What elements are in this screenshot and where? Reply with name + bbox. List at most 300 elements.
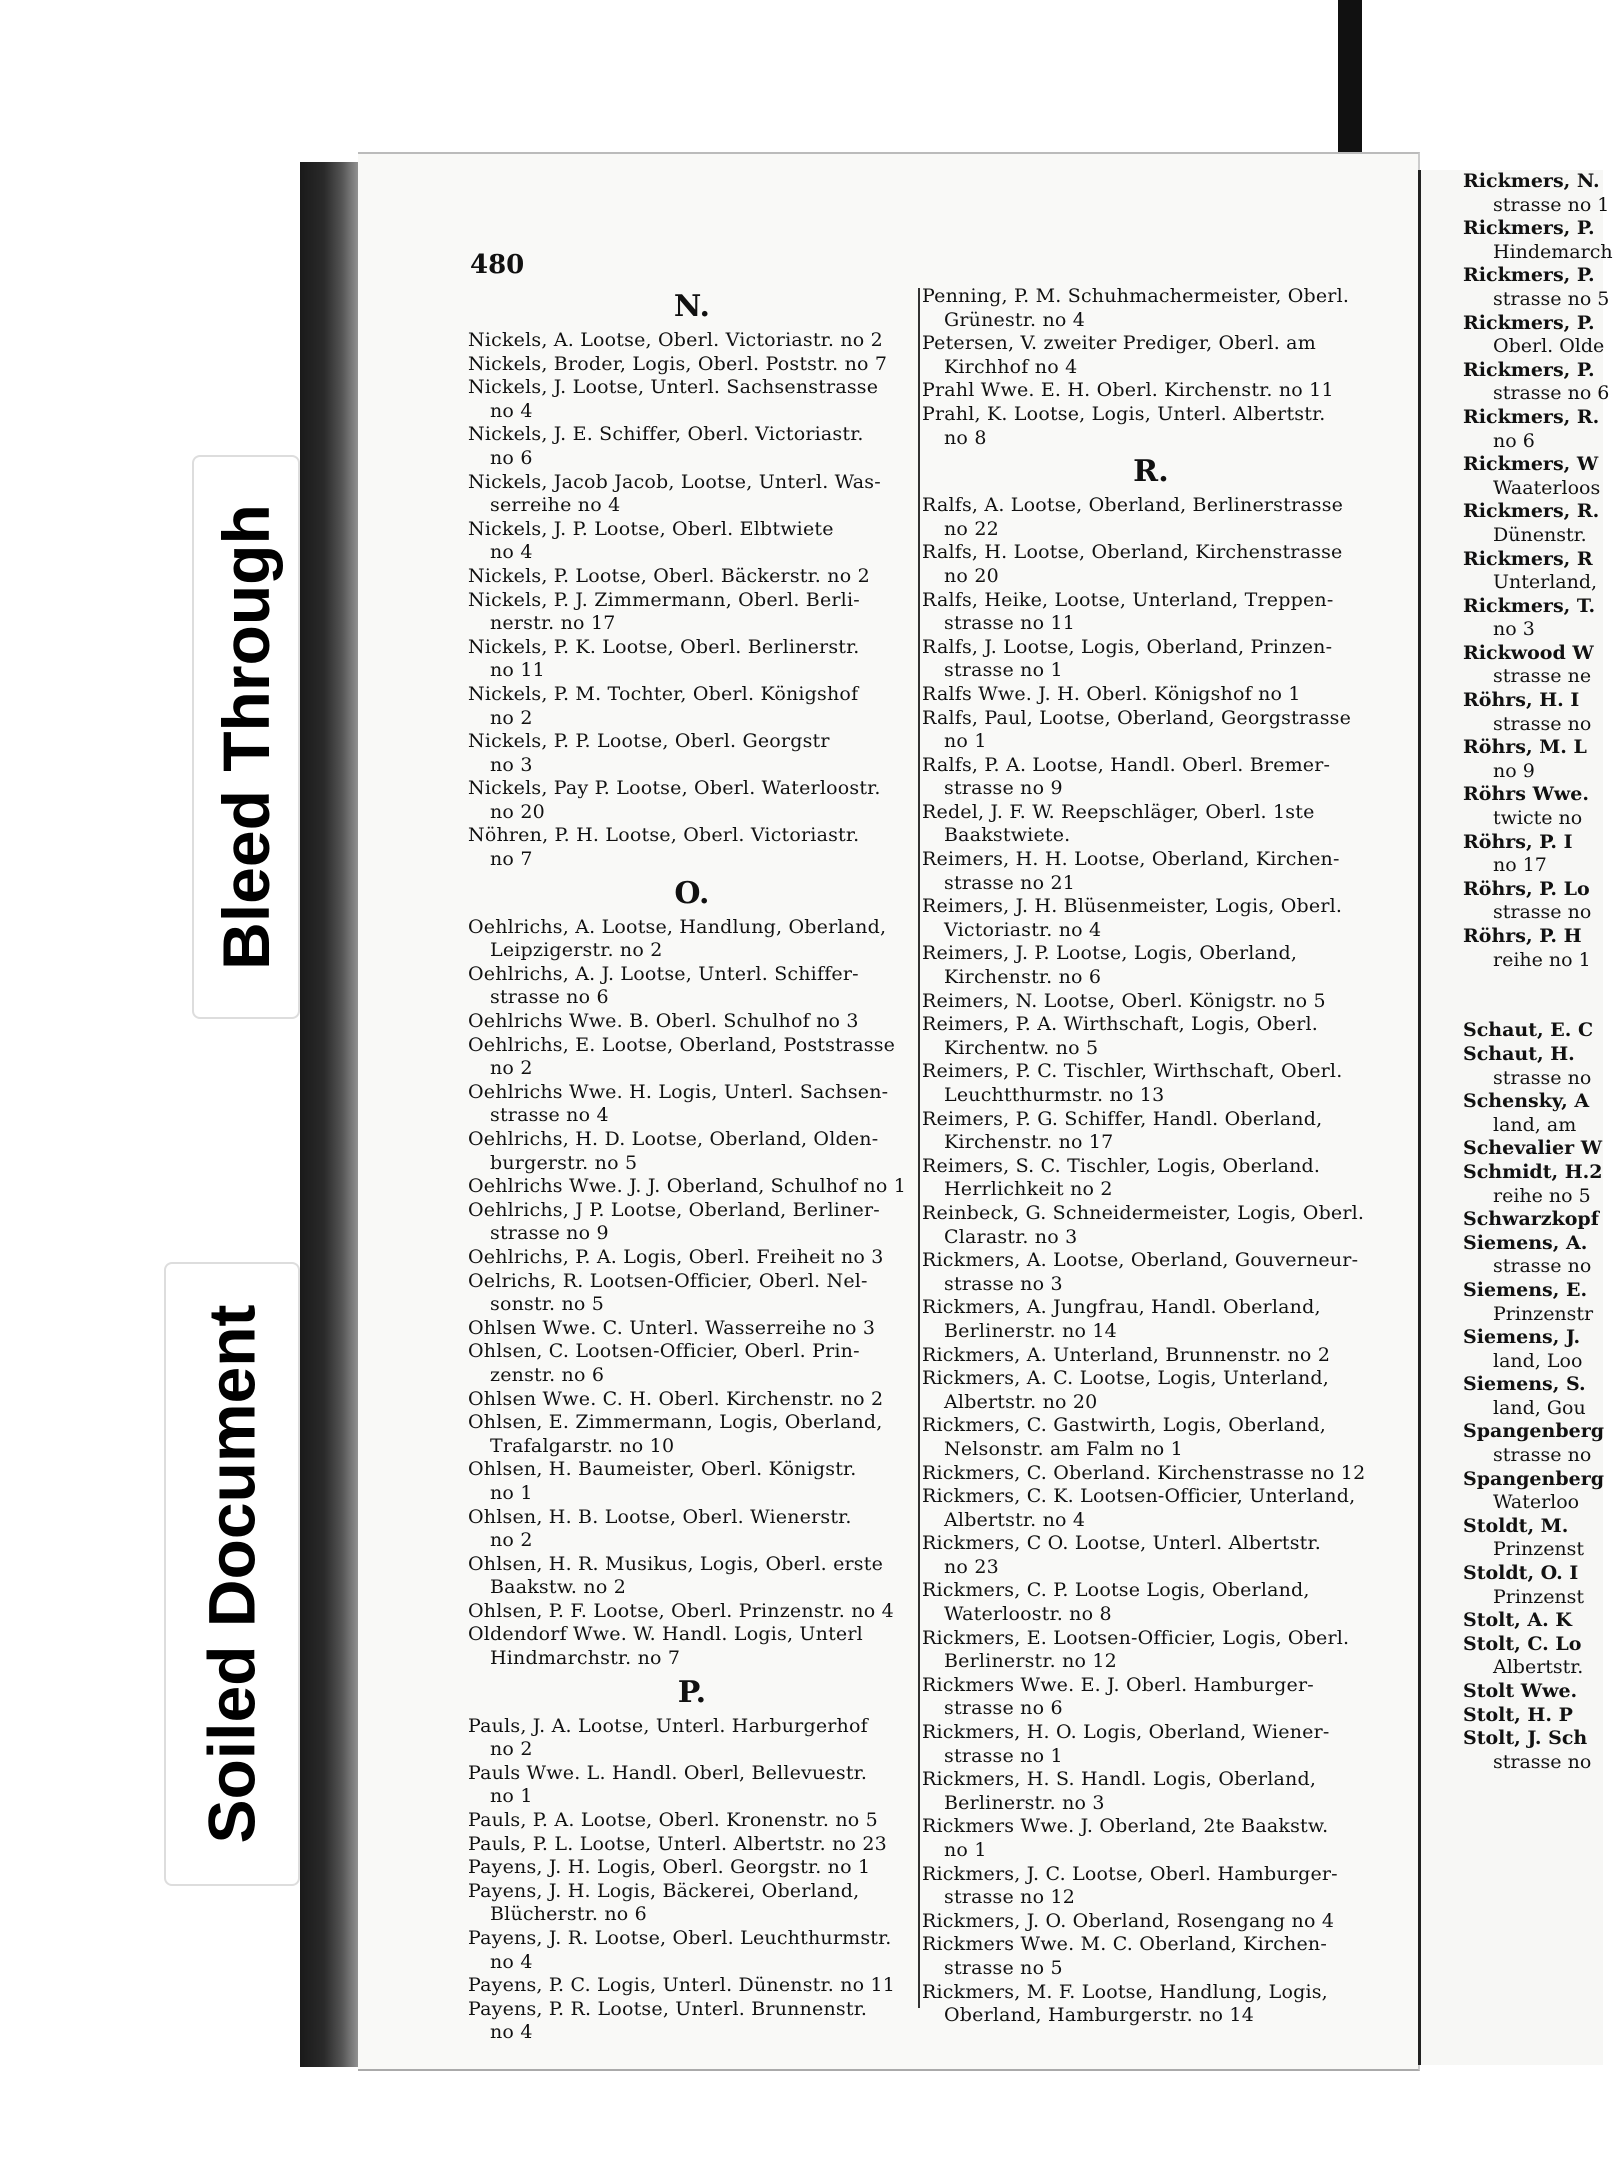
right-page-entry: Siemens, E. xyxy=(1463,1278,1588,1301)
entry-continuation: Waterloostr. no 8 xyxy=(944,1603,1112,1626)
entry-continuation: no 1 xyxy=(490,1785,533,1808)
right-page-entry: Rickwood W xyxy=(1463,641,1594,664)
entry-continuation: Berlinerstr. no 3 xyxy=(944,1791,1105,1814)
right-page-continuation: Prinzenst xyxy=(1493,1538,1585,1561)
entry-line: Rickmers, J. C. Lootse, Oberl. Hamburger- xyxy=(922,1862,1338,1885)
right-page-continuation: no 17 xyxy=(1493,854,1547,877)
entry-line: Payens, J. R. Lootse, Oberl. Leuchthurmstr. xyxy=(468,1927,892,1949)
directory-entry xyxy=(468,1246,916,1270)
entry-line: Petersen, V. zweiter Prediger, Oberl. am xyxy=(922,332,1316,355)
right-page-continuation: no 6 xyxy=(1493,429,1535,452)
entry-continuation: no 7 xyxy=(490,848,533,871)
directory-entry xyxy=(922,1815,1380,1862)
entry-line: Nickels, P. P. Lootse, Oberl. Georgstr xyxy=(468,730,830,753)
right-page-entry: Röhrs, P. Lo xyxy=(1463,877,1590,900)
directory-entry xyxy=(468,518,916,565)
entry-line: Ralfs, A. Lootse, Oberland, Berlinerstrasse xyxy=(922,494,1344,517)
page-number: 480 xyxy=(470,250,525,280)
entry-line: Ralfs, J. Lootse, Logis, Oberland, Prinzen- xyxy=(922,635,1333,658)
right-page-continuation: Dünenstr. xyxy=(1493,523,1587,546)
entry-continuation: Kirchentw. no 5 xyxy=(944,1036,1099,1059)
directory-entry xyxy=(468,1998,916,2045)
right-page-continuation: strasse no 6 xyxy=(1493,382,1610,405)
entry-continuation: Herrlichkeit no 2 xyxy=(944,1178,1113,1201)
directory-entry xyxy=(922,1485,1380,1532)
entry-line: Oehlrichs Wwe. B. Oberl. Schulhof no 3 xyxy=(468,1010,859,1033)
right-page-entry: Stoldt, M. xyxy=(1463,1514,1569,1537)
entry-continuation: no 4 xyxy=(490,541,533,564)
entry-line: Oehlrichs, A. J. Lootse, Unterl. Schiffer- xyxy=(468,962,859,985)
directory-entry xyxy=(468,1128,916,1175)
directory-entry xyxy=(922,1202,1380,1249)
entry-line: Nickels, Pay P. Lootse, Oberl. Waterloostr. xyxy=(468,777,881,800)
entry-continuation: no 4 xyxy=(490,399,533,422)
right-page-continuation: Prinzenst xyxy=(1493,1585,1585,1608)
directory-entry xyxy=(922,754,1380,801)
directory-entry xyxy=(468,1034,916,1081)
directory-entry xyxy=(922,1013,1380,1060)
directory-entry xyxy=(468,1974,916,1998)
entry-continuation: no 11 xyxy=(490,659,545,682)
directory-entry xyxy=(468,1600,916,1624)
entry-line: Nickels, P. M. Tochter, Oberl. Königshof xyxy=(468,682,859,705)
directory-entry xyxy=(922,1249,1380,1296)
directory-entry xyxy=(468,1553,916,1600)
entry-continuation: strasse no 12 xyxy=(944,1886,1076,1909)
directory-entry xyxy=(468,1340,916,1387)
entry-continuation: Kirchenstr. no 17 xyxy=(944,1131,1114,1154)
entry-line: Ralfs, P. A. Lootse, Handl. Oberl. Bremer- xyxy=(922,753,1331,776)
entry-line: Ohlsen, H. Baumeister, Oberl. Königstr. xyxy=(468,1458,857,1481)
directory-entry xyxy=(468,376,916,423)
entry-continuation: no 20 xyxy=(944,564,999,587)
entry-line: Payens, J. H. Logis, Bäckerei, Oberland, xyxy=(468,1879,860,1902)
entry-line: Payens, J. H. Logis, Oberl. Georgstr. no 1 xyxy=(468,1856,871,1879)
directory-entry xyxy=(922,1367,1380,1414)
entry-continuation: strasse no 9 xyxy=(490,1222,609,1245)
entry-continuation: Clarastr. no 3 xyxy=(944,1225,1078,1248)
entry-continuation: Oberland, Hamburgerstr. no 14 xyxy=(944,2004,1254,2027)
entry-continuation: Trafalgarstr. no 10 xyxy=(490,1434,675,1457)
right-page-entry: Stolt, C. Lo xyxy=(1463,1632,1582,1655)
entry-continuation: no 2 xyxy=(490,706,533,729)
directory-entry xyxy=(922,636,1380,683)
entry-line: Reimers, S. C. Tischler, Logis, Oberland. xyxy=(922,1154,1321,1177)
entry-line: Rickmers Wwe. J. Oberland, 2te Baakstw. xyxy=(922,1815,1329,1838)
right-page-entry: Röhrs Wwe. xyxy=(1463,783,1589,806)
entry-continuation: no 1 xyxy=(944,730,987,753)
entry-continuation: strasse no 3 xyxy=(944,1272,1063,1295)
middle-column xyxy=(922,285,1380,2028)
directory-entry xyxy=(922,1060,1380,1107)
directory-entry xyxy=(468,1809,916,1833)
entry-continuation: no 4 xyxy=(490,1950,533,1973)
right-page-entry: Spangenberg xyxy=(1463,1420,1604,1443)
directory-entry xyxy=(922,1933,1380,1980)
directory-entry xyxy=(922,1532,1380,1579)
entry-continuation: Berlinerstr. no 14 xyxy=(944,1319,1117,1342)
entry-continuation: no 2 xyxy=(490,1738,533,1761)
right-page-continuation: strasse no xyxy=(1493,901,1592,924)
entry-line: Prahl Wwe. E. H. Oberl. Kirchenstr. no 11 xyxy=(922,379,1334,402)
right-page-entry: Schaut, E. C xyxy=(1463,1019,1594,1042)
entry-line: Rickmers, C. Oberland. Kirchenstrasse no 12 xyxy=(922,1461,1366,1484)
entry-line: Rickmers, C. K. Lootsen-Officier, Unterland, xyxy=(922,1485,1356,1508)
entry-line: Redel, J. F. W. Reepschläger, Oberl. 1ste xyxy=(922,800,1315,823)
entry-line: Ohlsen, P. F. Lootse, Oberl. Prinzenstr. no 4 xyxy=(468,1599,894,1622)
entry-line: Payens, P. C. Logis, Unterl. Dünenstr. no 11 xyxy=(468,1974,896,1997)
entry-line: Ohlsen, H. B. Lootse, Oberl. Wienerstr. xyxy=(468,1505,852,1528)
entry-line: Ohlsen, E. Zimmermann, Logis, Oberland, xyxy=(468,1411,883,1434)
directory-entry xyxy=(922,1296,1380,1343)
right-page-entry: Schwarzkopf xyxy=(1463,1208,1599,1231)
entry-continuation: Nelsonstr. am Falm no 1 xyxy=(944,1437,1183,1460)
entry-line: Rickmers, E. Lootsen-Officier, Logis, Oberl. xyxy=(922,1626,1350,1649)
entry-line: Oehlrichs, P. A. Logis, Oberl. Freiheit no 3 xyxy=(468,1245,884,1268)
directory-entry xyxy=(922,1108,1380,1155)
directory-entry xyxy=(468,636,916,683)
entry-continuation: no 8 xyxy=(944,426,987,449)
entry-continuation: strasse no 5 xyxy=(944,1956,1063,1979)
directory-entry xyxy=(468,1833,916,1857)
directory-entry xyxy=(922,1768,1380,1815)
entry-line: Oehlrichs Wwe. J. J. Oberland, Schulhof no 1 xyxy=(468,1175,907,1198)
directory-entry xyxy=(468,1010,916,1034)
entry-continuation: no 20 xyxy=(490,800,545,823)
right-page-entry: Stolt Wwe. xyxy=(1463,1680,1578,1702)
entry-line: Rickmers, C. P. Lootse Logis, Oberland, xyxy=(922,1579,1310,1602)
entry-line: Reimers, J. P. Lootse, Logis, Oberland, xyxy=(922,942,1298,965)
directory-entry xyxy=(468,730,916,777)
entry-line: Rickmers, A. Jungfrau, Handl. Oberland, xyxy=(922,1296,1321,1319)
right-page-entry: Schevalier W xyxy=(1463,1137,1603,1160)
directory-entry xyxy=(922,1721,1380,1768)
entry-line: Oelrichs, R. Lootsen-Officier, Oberl. Nel- xyxy=(468,1269,868,1292)
entry-continuation: no 23 xyxy=(944,1555,999,1578)
entry-line: Reimers, J. H. Blüsenmeister, Logis, Oberl. xyxy=(922,895,1343,918)
directory-entry xyxy=(468,1411,916,1458)
directory-entry xyxy=(922,848,1380,895)
entry-line: Nickels, Broder, Logis, Oberl. Poststr. no 7 xyxy=(468,352,888,375)
right-page-entry: Röhrs, H. I xyxy=(1463,689,1580,712)
entry-line: Rickmers, J. O. Oberland, Rosengang no 4 xyxy=(922,1909,1335,1932)
entry-line: Reinbeck, G. Schneidermeister, Logis, Oberl. xyxy=(922,1201,1365,1224)
section-letter: R. xyxy=(1133,454,1169,490)
right-page-continuation: Albertstr. xyxy=(1493,1656,1584,1679)
right-page-continuation: strasse no xyxy=(1493,1255,1592,1278)
entry-line: Nickels, J. P. Lootse, Oberl. Elbtwiete xyxy=(468,517,834,540)
directory-entry xyxy=(468,683,916,730)
entry-line: Rickmers, H. S. Handl. Logis, Oberland, xyxy=(922,1768,1317,1791)
right-page-continuation: strasse no xyxy=(1493,1750,1592,1773)
entry-line: Rickmers Wwe. M. C. Oberland, Kirchen- xyxy=(922,1933,1327,1956)
entry-continuation: no 2 xyxy=(490,1057,533,1080)
entry-line: Ralfs, H. Lootse, Oberland, Kirchenstrasse xyxy=(922,541,1343,564)
entry-continuation: Leuchtthurmstr. no 13 xyxy=(944,1084,1165,1106)
right-page-entry: Rickmers, P. xyxy=(1463,217,1595,240)
right-page-continuation xyxy=(1421,996,1603,1020)
entry-continuation: Kirchenstr. no 6 xyxy=(944,966,1102,989)
directory-entry xyxy=(922,1910,1380,1934)
right-page-continuation: Hindemarch xyxy=(1493,240,1613,263)
entry-line: Oehlrichs Wwe. H. Logis, Unterl. Sachsen- xyxy=(468,1080,889,1103)
entry-continuation: strasse no 6 xyxy=(490,986,609,1009)
entry-line: Rickmers, A. Lootse, Oberland, Gouverneur- xyxy=(922,1249,1359,1272)
right-page-continuation: Unterland, xyxy=(1493,571,1598,594)
directory-entry xyxy=(468,1880,916,1927)
right-page-entry: Rickmers, N. xyxy=(1463,170,1600,192)
entry-continuation: Grünestr. no 4 xyxy=(944,308,1086,331)
directory-entry xyxy=(468,565,916,589)
entry-continuation: Kirchhof no 4 xyxy=(944,355,1078,378)
entry-continuation: sonstr. no 5 xyxy=(490,1293,605,1316)
entry-line: Oehlrichs, H. D. Lootse, Oberland, Olden- xyxy=(468,1128,879,1150)
directory-entry xyxy=(922,541,1380,588)
entry-line: Oldendorf Wwe. W. Handl. Logis, Unterl xyxy=(468,1623,863,1646)
entry-continuation: Victoriastr. no 4 xyxy=(944,918,1102,941)
entry-continuation: strasse no 6 xyxy=(944,1697,1063,1720)
entry-line: Reimers, P. G. Schiffer, Handl. Oberland, xyxy=(922,1107,1323,1130)
entry-line: Nickels, P. Lootse, Oberl. Bäckerstr. no 2 xyxy=(468,564,870,587)
entry-line: Payens, P. R. Lootse, Unterl. Brunnenstr. xyxy=(468,1997,868,2020)
right-page-continuation: strasse no 1 xyxy=(1493,193,1610,216)
right-page-entry: Schmidt, H.2 xyxy=(1463,1160,1603,1183)
directory-entry xyxy=(468,1317,916,1341)
directory-entry xyxy=(468,1715,916,1762)
directory-entry xyxy=(468,1199,916,1246)
entry-line: Nöhren, P. H. Lootse, Oberl. Victoriastr. xyxy=(468,824,860,847)
directory-entry xyxy=(468,471,916,518)
entry-line: Ohlsen Wwe. C. Unterl. Wasserreihe no 3 xyxy=(468,1316,876,1339)
entry-line: Nickels, P. K. Lootse, Oberl. Berlinerstr. xyxy=(468,635,860,658)
right-page-continuation: land, Loo xyxy=(1493,1349,1583,1372)
entry-line: Pauls, P. L. Lootse, Unterl. Albertstr. no 23 xyxy=(468,1832,887,1855)
directory-entry xyxy=(468,1081,916,1128)
entry-line: Reimers, P. A. Wirthschaft, Logis, Oberl. xyxy=(922,1013,1319,1036)
entry-line: Rickmers, A. Unterland, Brunnenstr. no 2 xyxy=(922,1343,1331,1366)
right-page-entry: Röhrs, P. H xyxy=(1463,925,1582,947)
section-letter: P. xyxy=(677,1674,707,1710)
entry-continuation: Blücherstr. no 6 xyxy=(490,1903,647,1926)
entry-line: Reimers, P. C. Tischler, Wirthschaft, Oberl. xyxy=(922,1060,1343,1083)
section-letter: O. xyxy=(674,875,710,911)
entry-line: Rickmers Wwe. E. J. Oberl. Hamburger- xyxy=(922,1673,1314,1696)
directory-entry xyxy=(468,1927,916,1974)
directory-entry xyxy=(468,1762,916,1809)
directory-entry xyxy=(468,1623,916,1670)
entry-continuation: Leipzigerstr. no 2 xyxy=(490,939,663,962)
right-page-entry: Stolt, J. Sch xyxy=(1463,1727,1588,1750)
directory-entry xyxy=(468,1388,916,1412)
right-page-entry: Rickmers, R. xyxy=(1463,405,1600,428)
entry-continuation: strasse no 11 xyxy=(944,612,1076,635)
bleed-through-label: Bleed Through xyxy=(209,504,283,970)
directory-entry xyxy=(922,1863,1380,1910)
directory-entry xyxy=(468,329,916,353)
directory-entry xyxy=(922,1627,1380,1674)
directory-entry xyxy=(468,963,916,1010)
right-page-entry: Rickmers, P. xyxy=(1463,358,1595,381)
entry-line: Oehlrichs, E. Lootse, Oberland, Poststrasse xyxy=(468,1033,896,1056)
right-page-continuation: strasse ne xyxy=(1493,665,1592,688)
entry-continuation: Hindmarchstr. no 7 xyxy=(490,1647,681,1670)
right-page-continuation: Waterloo xyxy=(1493,1491,1580,1514)
entry-continuation: strasse no 1 xyxy=(944,659,1063,682)
right-page-entry: Schaut, H. xyxy=(1463,1042,1575,1065)
right-page-entry: Rickmers, W xyxy=(1463,453,1599,476)
entry-continuation: serreihe no 4 xyxy=(490,494,621,517)
right-page-continuation: reihe no 1 xyxy=(1493,948,1591,971)
directory-entry xyxy=(922,707,1380,754)
entry-continuation: no 4 xyxy=(490,2021,533,2044)
directory-entry xyxy=(468,777,916,824)
directory-entry xyxy=(922,895,1380,942)
directory-entry xyxy=(922,942,1380,989)
right-page-entry: Rickmers, T. xyxy=(1463,594,1596,617)
directory-entry xyxy=(468,1175,916,1199)
entry-line: Oehlrichs, J P. Lootse, Oberland, Berliner- xyxy=(468,1198,880,1221)
right-page-entry: Röhrs, M. L xyxy=(1463,736,1587,759)
entry-line: Pauls, J. A. Lootse, Unterl. Harburgerhof xyxy=(468,1714,868,1737)
entry-line: Rickmers, A. C. Lootse, Logis, Unterland, xyxy=(922,1367,1330,1390)
entry-line: Prahl, K. Lootse, Logis, Unterl. Albertstr. xyxy=(922,402,1326,425)
right-page-entry: Spangenberg xyxy=(1463,1467,1604,1490)
right-page-continuation: Prinzenstr xyxy=(1493,1302,1594,1325)
entry-continuation: Baakstw. no 2 xyxy=(490,1576,627,1599)
entry-continuation: strasse no 21 xyxy=(944,871,1076,894)
right-page-continuation: strasse no xyxy=(1493,1444,1592,1467)
right-page-entry: Siemens, J. xyxy=(1463,1326,1581,1349)
entry-continuation: zenstr. no 6 xyxy=(490,1363,605,1386)
right-page-entry: Rickmers, R. xyxy=(1463,500,1600,523)
entry-continuation: no 1 xyxy=(944,1839,987,1861)
entry-continuation: nerstr. no 17 xyxy=(490,612,616,635)
directory-entry xyxy=(468,1856,916,1880)
entry-line: Rickmers, C. Gastwirth, Logis, Oberland, xyxy=(922,1414,1326,1437)
right-page-entry: Röhrs, P. I xyxy=(1463,830,1573,853)
entry-line: Ohlsen, C. Lootsen-Officier, Oberl. Prin- xyxy=(468,1340,860,1363)
entry-line: Rickmers, H. O. Logis, Oberland, Wiener- xyxy=(922,1721,1330,1744)
directory-entry xyxy=(922,1414,1380,1461)
entry-line: Ralfs Wwe. J. H. Oberl. Königshof no 1 xyxy=(922,682,1301,705)
entry-continuation: Berlinerstr. no 12 xyxy=(944,1650,1117,1673)
entry-line: Nickels, Jacob Jacob, Lootse, Unterl. Was- xyxy=(468,470,881,493)
directory-entry xyxy=(922,332,1380,379)
directory-entry xyxy=(922,990,1380,1014)
right-page-continuation: no 3 xyxy=(1493,618,1535,641)
entry-continuation: strasse no 1 xyxy=(944,1744,1063,1767)
section-letter: N. xyxy=(673,289,711,324)
entry-continuation: Baakstwiete. xyxy=(944,824,1071,847)
entry-line: Oehlrichs, A. Lootse, Handlung, Oberland, xyxy=(468,915,887,938)
entry-line: Ralfs, Paul, Lootse, Oberland, Georgstrasse xyxy=(922,706,1352,729)
directory-entry xyxy=(468,916,916,963)
right-page-entry: Rickmers, R xyxy=(1463,547,1593,570)
right-page-continuation: no 9 xyxy=(1493,759,1535,782)
directory-entry xyxy=(922,1981,1380,2028)
directory-entry xyxy=(468,1458,916,1505)
right-page-entry xyxy=(1421,972,1603,996)
entry-line: Rickmers, C O. Lootse, Unterl. Albertstr. xyxy=(922,1532,1321,1555)
directory-entry xyxy=(922,589,1380,636)
directory-entry xyxy=(468,824,916,871)
right-page-continuation: Oberl. Olde xyxy=(1493,335,1605,358)
directory-entry xyxy=(922,1462,1380,1486)
entry-continuation: strasse no 9 xyxy=(944,777,1063,800)
directory-entry xyxy=(468,1270,916,1317)
entry-continuation: burgerstr. no 5 xyxy=(490,1151,638,1174)
right-page-continuation: Waaterloos xyxy=(1493,476,1601,499)
entry-continuation: no 3 xyxy=(490,753,533,776)
entry-line: Ralfs, Heike, Lootse, Unterland, Treppen- xyxy=(922,588,1334,611)
entry-line: Reimers, H. H. Lootse, Oberland, Kirchen- xyxy=(922,848,1340,871)
entry-line: Ohlsen Wwe. C. H. Oberl. Kirchenstr. no 2 xyxy=(468,1387,884,1410)
right-page-entry: Stolt, A. K xyxy=(1463,1609,1572,1632)
directory-entry xyxy=(922,494,1380,541)
right-page-continuation: strasse no xyxy=(1493,1066,1592,1089)
directory-entry xyxy=(468,589,916,636)
left-column xyxy=(468,285,916,2045)
entry-line: Nickels, J. Lootse, Unterl. Sachsenstrasse xyxy=(468,376,879,399)
entry-continuation: no 2 xyxy=(490,1529,533,1552)
entry-continuation: Albertstr. no 20 xyxy=(944,1390,1098,1413)
right-page-entry: Stoldt, O. I xyxy=(1463,1562,1579,1585)
entry-line: Penning, P. M. Schuhmachermeister, Oberl. xyxy=(922,285,1350,307)
directory-entry xyxy=(922,801,1380,848)
directory-entry xyxy=(922,403,1380,450)
directory-entry xyxy=(468,423,916,470)
right-page-entry: Schensky, A xyxy=(1463,1090,1590,1113)
book-spine-shadow xyxy=(300,162,360,2067)
entry-line: Pauls Wwe. L. Handl. Oberl, Bellevuestr. xyxy=(468,1761,868,1784)
bleed-through-stamp xyxy=(192,455,300,1019)
entry-continuation: no 1 xyxy=(490,1481,533,1504)
right-page-entry: Stolt, H. P xyxy=(1463,1703,1573,1726)
column-divider xyxy=(918,288,920,2008)
directory-entry xyxy=(922,1579,1380,1626)
right-page-continuation: strasse no xyxy=(1493,712,1592,735)
right-page-continuation: land, am xyxy=(1493,1113,1577,1136)
directory-entry xyxy=(922,1674,1380,1721)
entry-continuation: no 6 xyxy=(490,446,533,469)
entry-line: Reimers, N. Lootse, Oberl. Königstr. no 5 xyxy=(922,989,1326,1012)
entry-line: Nickels, J. E. Schiffer, Oberl. Victoriastr. xyxy=(468,423,864,446)
directory-entry xyxy=(922,379,1380,403)
entry-continuation: Albertstr. no 4 xyxy=(944,1508,1086,1531)
directory-entry xyxy=(922,1344,1380,1368)
right-page-entry: Rickmers, P. xyxy=(1463,311,1595,334)
directory-entry xyxy=(468,1506,916,1553)
right-page-continuation: land, Gou xyxy=(1493,1396,1586,1419)
right-page-entry: Siemens, A. xyxy=(1463,1231,1588,1254)
entry-line: Rickmers, M. F. Lootse, Handlung, Logis, xyxy=(922,1980,1328,2003)
directory-entry xyxy=(922,285,1380,332)
soiled-document-label: Soiled Document xyxy=(195,1304,269,1844)
right-page-entry: Siemens, S. xyxy=(1463,1373,1586,1396)
right-page-continuation: strasse no 5 xyxy=(1493,287,1610,310)
right-page-entry: Rickmers, P. xyxy=(1463,264,1595,287)
entry-line: Nickels, P. J. Zimmermann, Oberl. Berli- xyxy=(468,588,860,611)
entry-continuation: strasse no 4 xyxy=(490,1104,609,1127)
entry-line: Ohlsen, H. R. Musikus, Logis, Oberl. erste xyxy=(468,1552,884,1575)
entry-line: Pauls, P. A. Lootse, Oberl. Kronenstr. no 5 xyxy=(468,1809,878,1832)
directory-entry xyxy=(468,353,916,377)
right-book-page xyxy=(1418,170,1613,2065)
entry-line: Nickels, A. Lootse, Oberl. Victoriastr. no 2 xyxy=(468,329,883,351)
directory-entry xyxy=(922,1155,1380,1202)
directory-entry xyxy=(922,683,1380,707)
right-page-continuation: reihe no 5 xyxy=(1493,1184,1591,1207)
